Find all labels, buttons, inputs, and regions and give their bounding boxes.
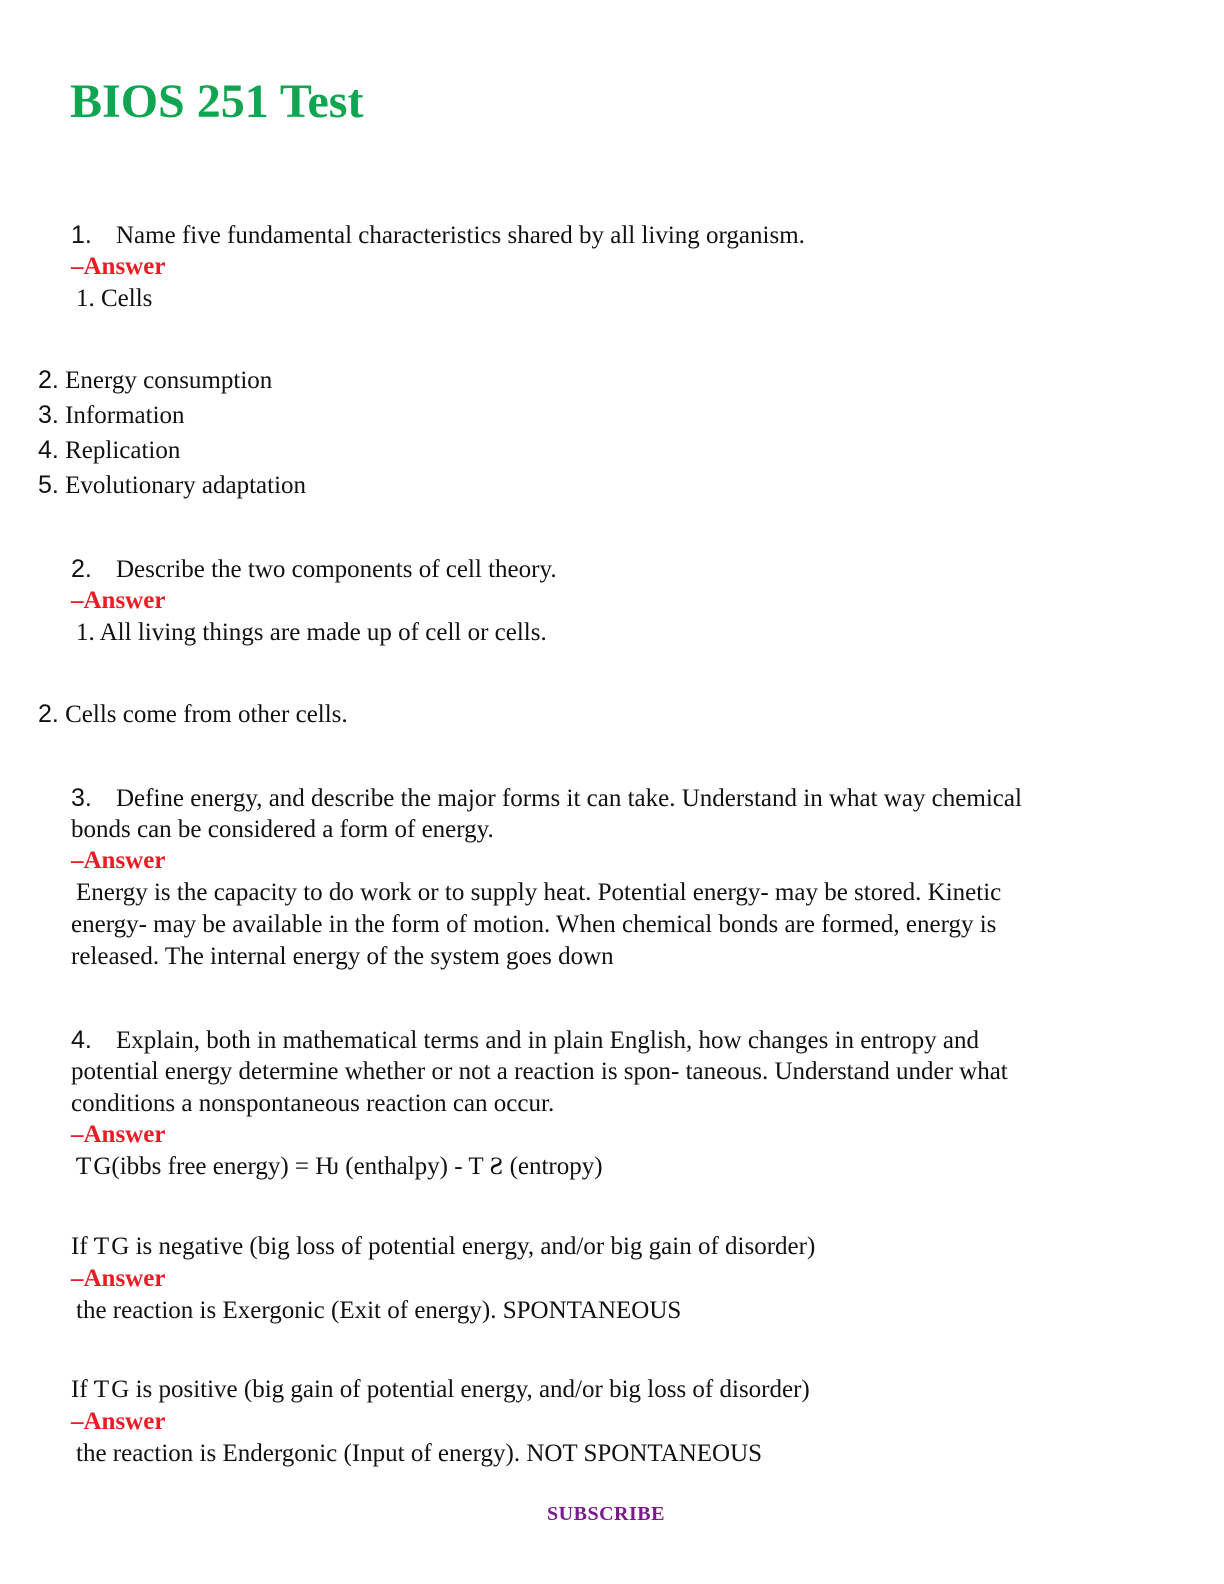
question-1-number: 1. [71, 221, 92, 249]
answer-label-4: –Answer [71, 1121, 166, 1148]
list-text: Evolutionary adaptation [65, 472, 307, 499]
question-2 [71, 553, 557, 586]
question-3-text-line-1: Define energy, and describe the major forms it can take. Understand in what way chemical [116, 785, 1022, 812]
question-4 [71, 1024, 979, 1057]
answer-1-item-3 [38, 399, 185, 432]
answer-1-item-4 [38, 434, 180, 467]
list-text: Replication [65, 437, 181, 464]
answer-3-line-2: energy- may be available in the form of motion. When chemical bonds are formed, energy is [71, 911, 997, 938]
question-3-text-line-2: bonds can be considered a form of energy. [71, 816, 494, 843]
answer-3-line-3: released. The internal energy of the system goes down [71, 943, 614, 970]
answer-2-item-1: 1. All living things are made up of cell or cells. [76, 619, 547, 646]
question-4-text-line-2: potential energy determine whether or not a reaction is spon- taneous. Understand under what [71, 1058, 1008, 1085]
question-4-number: 4. [71, 1026, 92, 1054]
list-number: 3. [38, 401, 59, 429]
list-text: Energy consumption [65, 367, 273, 394]
positive-g-condition: If Ƭ G is positive (big gain of potential energy, and/or big loss of disorder) [71, 1376, 810, 1403]
list-number: 5. [38, 471, 59, 499]
list-number: 4. [38, 436, 59, 464]
negative-g-answer: the reaction is Exergonic (Exit of energy). SPONTANEOUS [76, 1297, 682, 1324]
answer-1-item-1: 1. Cells [76, 285, 153, 312]
question-2-text: Describe the two components of cell theory. [116, 556, 557, 583]
answer-label-6: –Answer [71, 1408, 166, 1435]
question-1 [71, 219, 805, 252]
subscribe-link[interactable]: SUBSCRIBE [547, 1503, 665, 1525]
question-4-text-line-3: conditions a nonspontaneous reaction can occur. [71, 1090, 555, 1117]
answer-1-item-2 [38, 364, 272, 397]
list-text: Cells come from other cells. [65, 701, 348, 728]
list-number: 2. [38, 366, 59, 394]
question-4-text-line-1: Explain, both in mathematical terms and in plain English, how changes in entropy and [116, 1027, 980, 1054]
question-3-number: 3. [71, 784, 92, 812]
answer-label-3: –Answer [71, 847, 166, 874]
answer-1-item-5 [38, 469, 306, 502]
question-3 [71, 782, 1022, 815]
question-1-text: Name five fundamental characteristics shared by all living organism. [116, 222, 805, 249]
page-title: BIOS 251 Test [70, 75, 364, 128]
negative-g-condition: If Ƭ G is negative (big loss of potential energy, and/or big gain of disorder) [71, 1233, 816, 1260]
answer-label-2: –Answer [71, 587, 166, 614]
list-number: 2. [38, 700, 59, 728]
question-2-number: 2. [71, 555, 92, 583]
answer-label-1: –Answer [71, 253, 166, 280]
list-text: Information [65, 402, 185, 429]
answer-2-item-2 [38, 698, 348, 731]
answer-label-5: –Answer [71, 1265, 166, 1292]
answer-4-equation: Ƭ G(ibbs free energy) = Ƕ (enthalpy) - T Ƨ (entropy) [76, 1153, 603, 1180]
answer-3-line-1: Energy is the capacity to do work or to supply heat. Potential energy- may be stored. Kinetic [76, 879, 1002, 906]
positive-g-answer: the reaction is Endergonic (Input of energy). NOT SPONTANEOUS [76, 1440, 763, 1467]
